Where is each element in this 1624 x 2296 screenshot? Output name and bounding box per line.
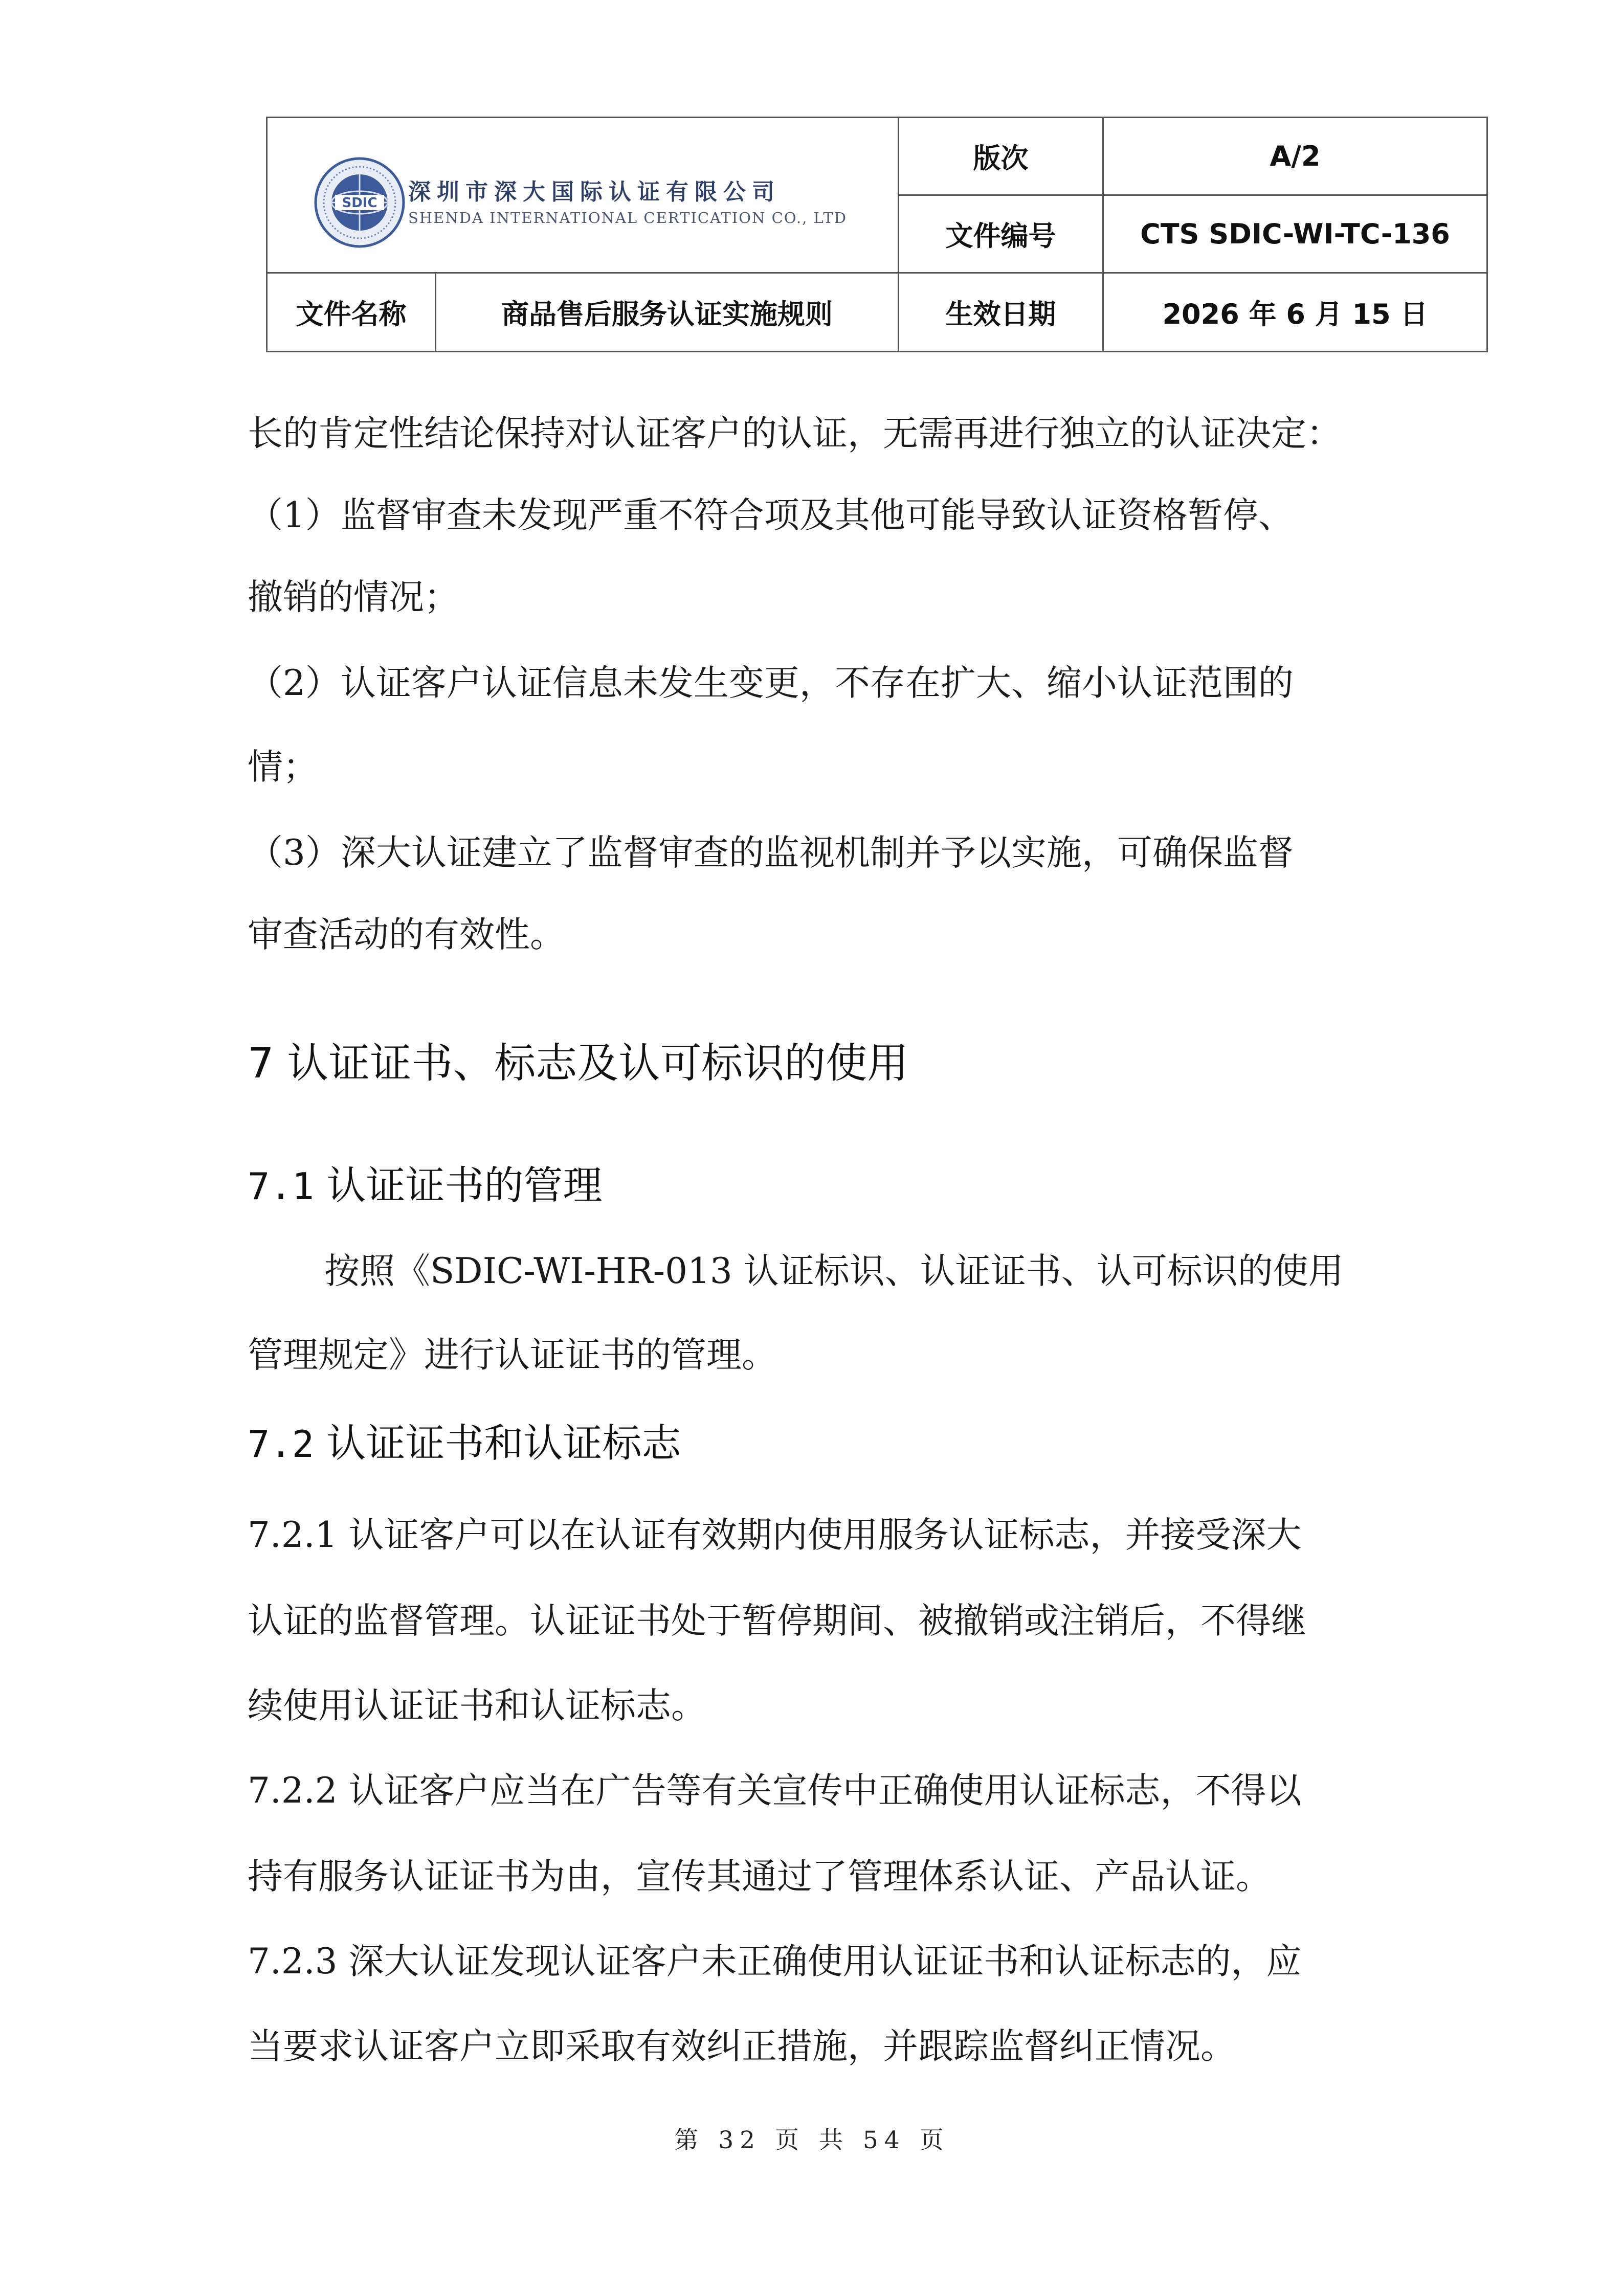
page-number: 第 32 页 共 54 页: [674, 2126, 950, 2154]
section-heading-7-1: [248, 1164, 603, 1209]
clause-7-2-1-line-3: 续使用认证证书和认证标志。: [248, 1685, 706, 1726]
section-heading-7: 7 认证证书、标志及认可标识的使用: [248, 1040, 909, 1088]
doc-number-value: CTS SDIC-WI-TC-136: [1103, 195, 1487, 273]
company-name-cn: 深圳市深大国际认证有限公司: [408, 179, 781, 205]
list-item-3-line-1: （3）深大认证建立了监督审查的监视机制并予以实施，可确保监督: [248, 832, 1294, 873]
section-number: 7.1: [248, 1165, 315, 1208]
sdic-seal-icon: [314, 154, 406, 251]
list-item-1-line-2: 撤销的情况；: [248, 577, 459, 618]
company-logo-cell: [267, 118, 899, 273]
clause-7-2-3-line-1: 7.2.3 深大认证发现认证客户未正确使用认证证书和认证标志的，应: [248, 1941, 1302, 1982]
effective-date-label: 生效日期: [899, 273, 1103, 352]
company-logo: [314, 154, 847, 251]
doc-name-label: 文件名称: [267, 273, 436, 352]
clause-7-2-3-line-2: 当要求认证客户立即采取有效纠正措施，并跟踪监督纠正情况。: [248, 2026, 1236, 2067]
list-item-1-line-1: （1）监督审查未发现严重不符合项及其他可能导致认证资格暂停、: [248, 495, 1294, 536]
effective-date-value: 2026 年 6 月 15 日: [1103, 273, 1487, 352]
paragraph-7-1-line-2: 管理规定》进行认证证书的管理。: [248, 1335, 777, 1376]
version-label: 版次: [899, 118, 1103, 195]
section-title: 认证证书的管理: [314, 1163, 603, 1209]
list-item-3-line-2: 审查活动的有效性。: [248, 914, 565, 955]
clause-7-2-2-line-2: 持有服务认证证书为由，宣传其通过了管理体系认证、产品认证。: [248, 1856, 1271, 1897]
section-number: 7.2: [248, 1423, 315, 1466]
doc-number-label: 文件编号: [899, 195, 1103, 273]
clause-7-2-2-line-1: 7.2.2 认证客户应当在广告等有关宣传中正确使用认证标志，不得以: [248, 1770, 1302, 1811]
header-table: [266, 117, 1488, 352]
version-value: A/2: [1103, 118, 1487, 195]
clause-7-2-1-line-2: 认证的监督管理。认证证书处于暂停期间、被撤销或注销后，不得继: [248, 1601, 1306, 1641]
clause-7-2-1-line-1: 7.2.1 认证客户可以在认证有效期内使用服务认证标志，并接受深大: [248, 1515, 1302, 1556]
section-title: 认证证书和认证标志: [314, 1421, 681, 1467]
doc-name-value: 商品售后服务认证实施规则: [436, 273, 899, 352]
section-heading-7-2: [248, 1422, 681, 1467]
list-item-2-line-2: 情；: [248, 747, 318, 787]
paragraph-line: 长的肯定性结论保持对认证客户的认证，无需再进行独立的认证决定：: [248, 413, 1342, 454]
paragraph-7-1-line-1: 按照《SDIC-WI-HR-013 认证标识、认证证书、认可标识的使用: [324, 1251, 1344, 1292]
company-name-en: SHENDA INTERNATIONAL CERTICATION CO., LTD: [408, 209, 847, 227]
list-item-2-line-1: （2）认证客户认证信息未发生变更，不存在扩大、缩小认证范围的: [248, 663, 1294, 704]
svg-text:SDIC: SDIC: [342, 195, 377, 211]
